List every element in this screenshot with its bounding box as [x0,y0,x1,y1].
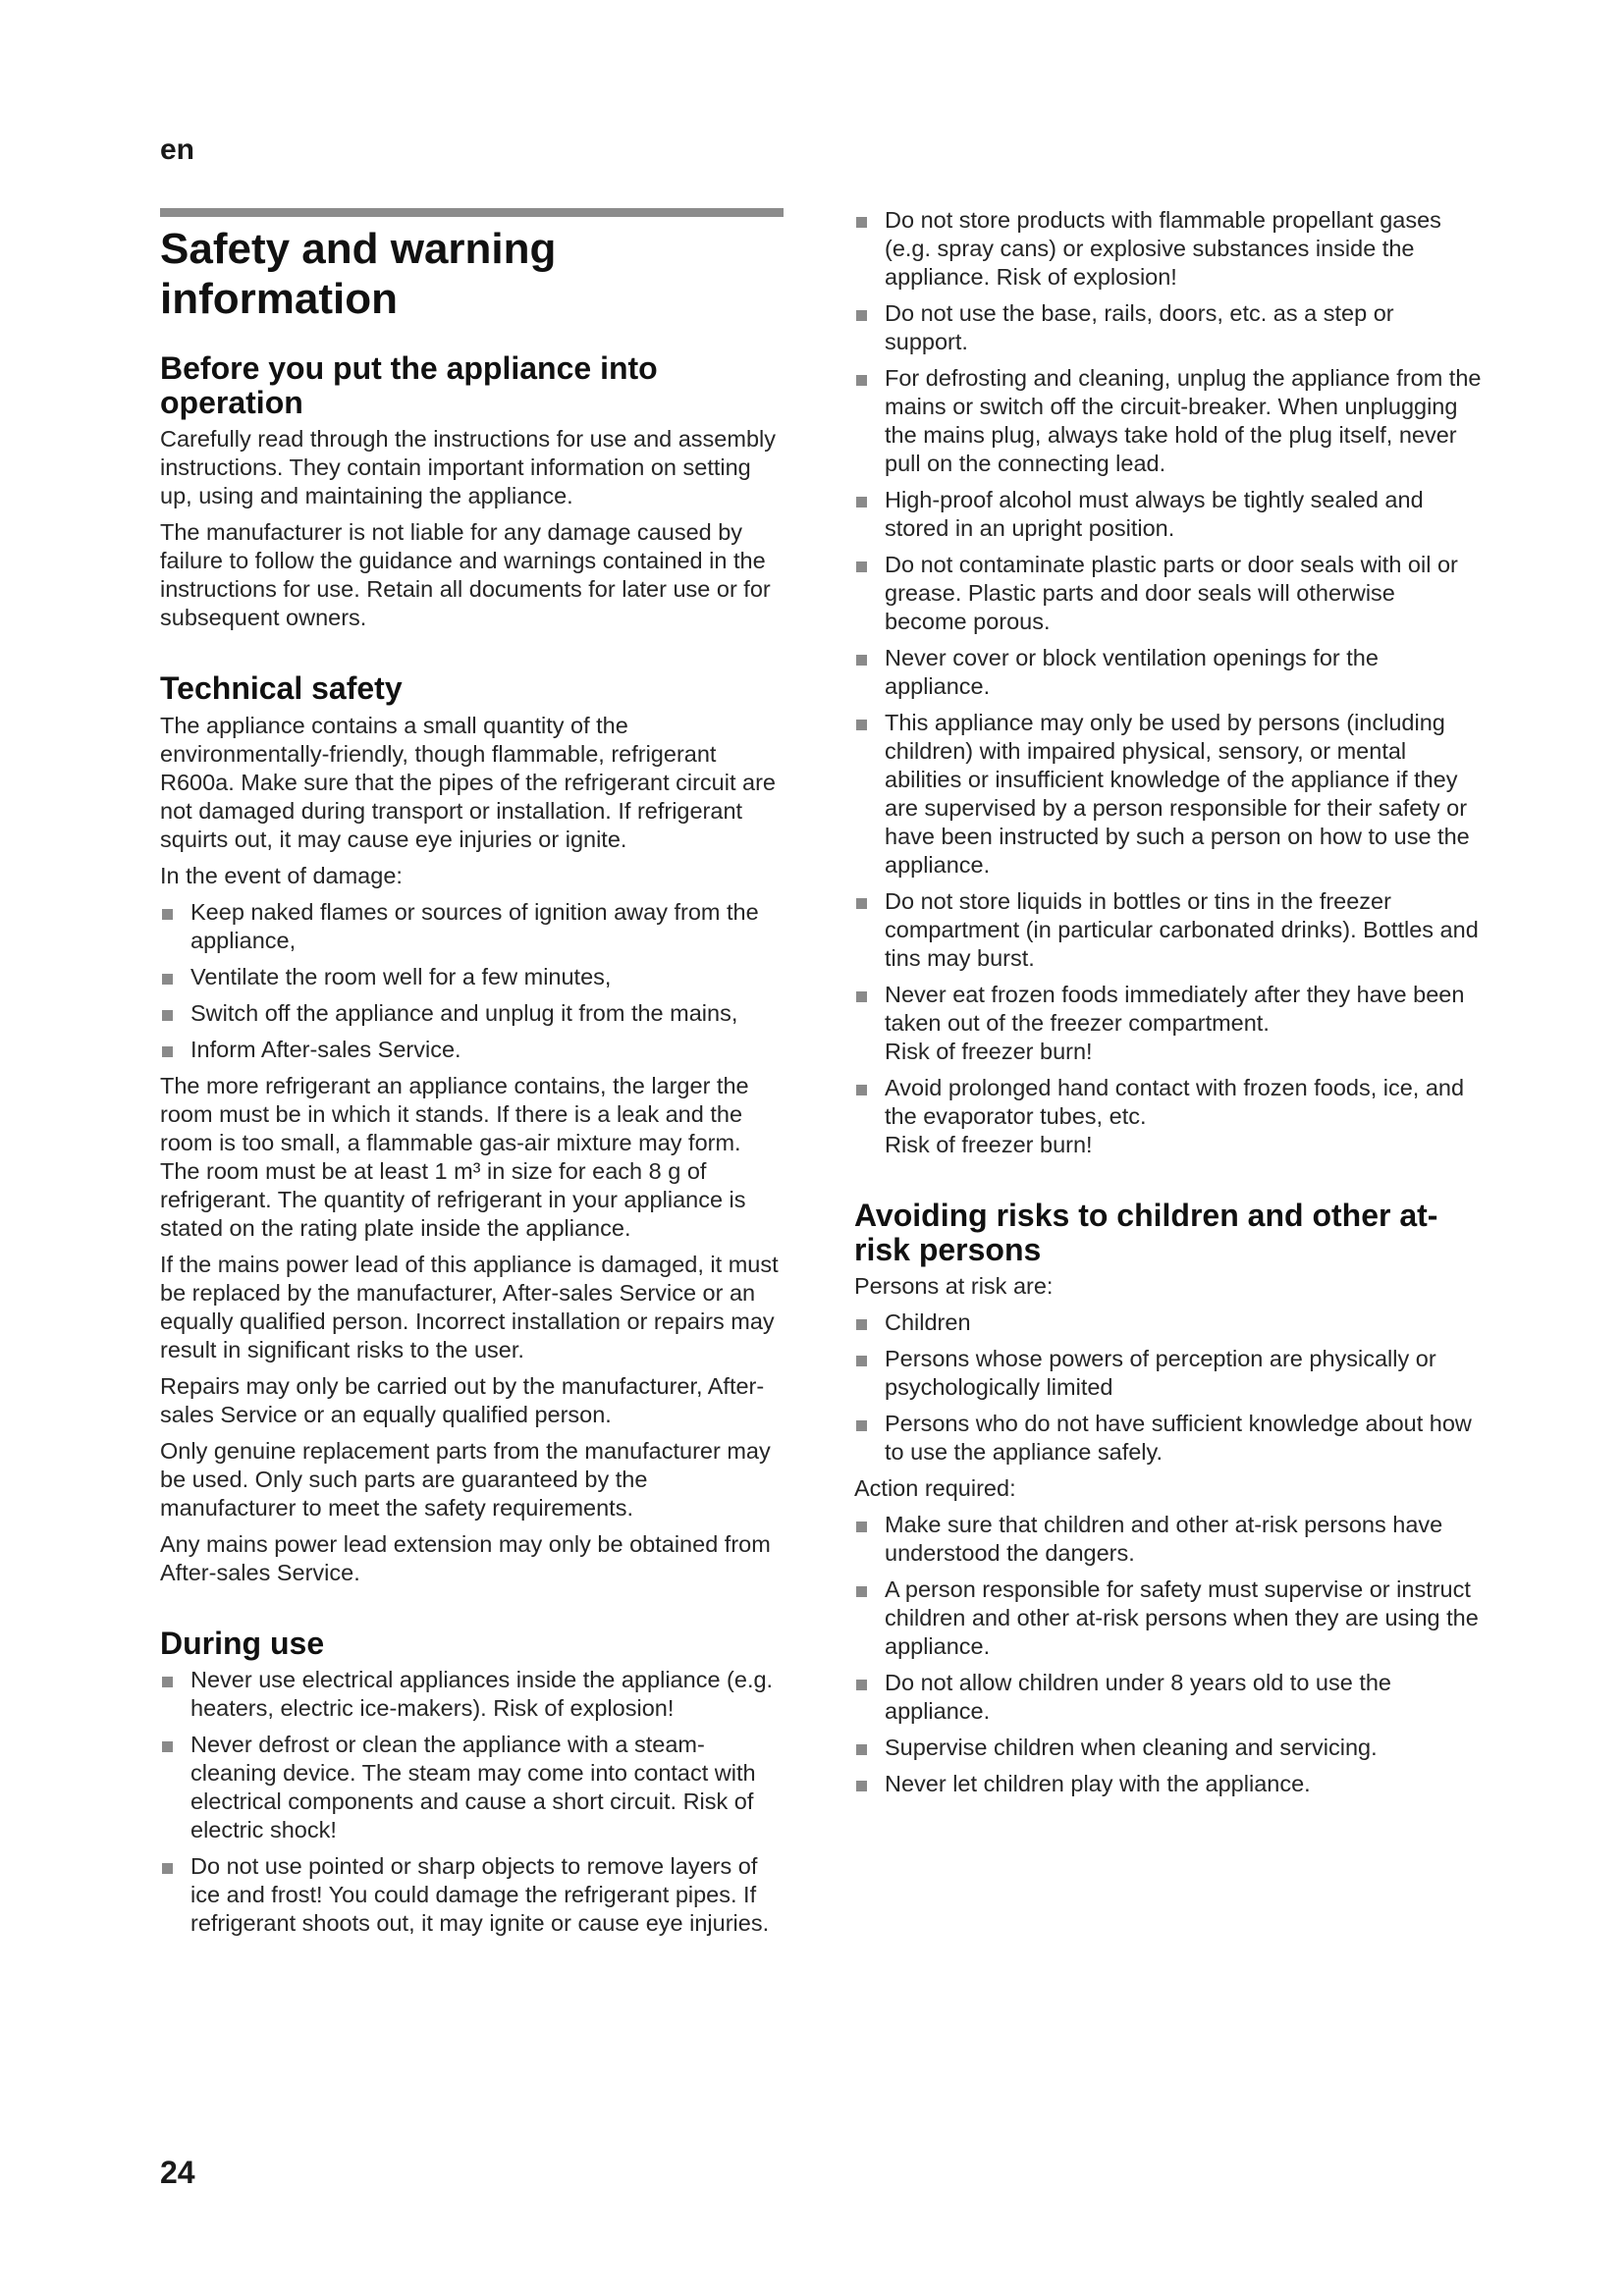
list-item: Do not use pointed or sharp objects to remove layers of ice and frost! You could damage the refrigerant pipes. If refrigerant shoots out, it may ignite or cause eye injuries. [160,1852,784,1938]
bullet-icon [856,217,867,228]
bullet-icon [856,1586,867,1597]
bullet-icon [856,1420,867,1431]
list-item: Never cover or block ventilation openings for the appliance. [854,644,1483,701]
bullet-icon [162,1863,173,1874]
list-item: Supervise children when cleaning and servicing. [854,1734,1483,1762]
paragraph: In the event of damage: [160,862,403,888]
bullet-icon [856,1781,867,1791]
bullet-icon [162,974,173,985]
bullet-icon [856,375,867,386]
bullet-icon [856,1522,867,1532]
during-use-list [160,1666,784,1938]
paragraph: Only genuine replacement parts from the manufacturer may be used. Only such parts are guaranteed by the manufacturer to meet the safety requirements. [160,1437,771,1521]
list-item: Persons who do not have sufficient knowledge about how to use the appliance safely. [854,1410,1483,1467]
damage-list [160,898,784,1064]
paragraph: Persons at risk are: [854,1273,1054,1300]
right-column [854,206,1483,1806]
list-item: Persons whose powers of perception are physically or psychologically limited [854,1345,1483,1402]
bullet-icon [162,1741,173,1752]
paragraph: The appliance contains a small quantity of the environmentally-friendly, though flammable, refrigerant R600a. Make sure that the pipes of the refrigerant circuit are not damaged during transport or installation. If refrigerant squirts out, it may cause eye injuries or ignite. [160,712,776,852]
list-item: A person responsible for safety must supervise or instruct children and other at-risk persons when they are using the appliance. [854,1575,1483,1661]
list-item: Never defrost or clean the appliance with a steam-cleaning device. The steam may come into contact with electrical components and cause a short circuit. Risk of electric shock! [160,1731,784,1844]
list-item: Ventilate the room well for a few minutes, [160,963,784,991]
bullet-icon [856,310,867,321]
section-during-use [160,1627,784,1939]
page-number: 24 [160,2155,195,2190]
bullet-icon [856,1085,867,1095]
list-item: High-proof alcohol must always be tightly sealed and stored in an upright position. [854,486,1483,543]
list-item: Do not allow children under 8 years old to use the appliance. [854,1669,1483,1726]
bullet-icon [162,909,173,920]
paragraph: Action required: [854,1475,1016,1502]
section-children [854,1199,1483,1798]
bullet-icon [162,1010,173,1021]
at-risk-list [854,1308,1483,1467]
paragraph: The more refrigerant an appliance contains, the larger the room must be in which it stands. If there is a leak and the room is too small, a flammable gas-air mixture may form. [160,1072,749,1155]
list-item: Children [854,1308,1483,1337]
list-item: Do not use the base, rails, doors, etc. as a step or support. [854,299,1483,356]
bullet-icon [856,898,867,909]
language-code: en [160,133,195,166]
paragraph: The room must be at least 1 m³ in size for each 8 g of refrigerant. The quantity of refrigerant in your appliance is stated on the rating plate inside the appliance. [160,1157,746,1241]
list-item: Switch off the appliance and unplug it from the mains, [160,999,784,1028]
bullet-icon [856,991,867,1002]
section-heading: Before you put the appliance into operation [160,350,658,420]
list-item: For defrosting and cleaning, unplug the appliance from the mains or switch off the circuit-breaker. When unplugging the mains plug, always take hold of the plug itself, never pull on the connecting lead. [854,364,1483,478]
action-list [854,1511,1483,1798]
list-item: Do not store liquids in bottles or tins in the freezer compartment (in particular carbonated drinks). Bottles and tins may burst. [854,887,1483,973]
bullet-icon [856,497,867,507]
section-heading: Avoiding risks to children and other at-risk persons [854,1198,1438,1267]
bullet-icon [162,1046,173,1057]
bullet-icon [856,720,867,730]
paragraph: If the mains power lead of this appliance is damaged, it must be replaced by the manufacturer, After-sales Service or an equally qualified person. Incorrect installation or repairs may result in significant risks to the user. [160,1251,779,1362]
list-item: Make sure that children and other at-risk persons have understood the dangers. [854,1511,1483,1568]
list-item: Never use electrical appliances inside the appliance (e.g. heaters, electric ice-makers). Risk of explosion! [160,1666,784,1723]
title-rule [160,208,784,217]
bullet-icon [856,1319,867,1330]
paragraph: The manufacturer is not liable for any damage caused by failure to follow the guidance and warnings contained in the instructions for use. Retain all documents for later use or for subsequent owners. [160,519,771,631]
bullet-icon [856,561,867,572]
list-item: This appliance may only be used by persons (including children) with impaired physical, sensory, or mental abilities or insufficient knowledge of the appliance if they are supervised by a person responsible for their safety or have been instructed by such a person on how to use the appliance. [854,709,1483,880]
bullet-icon [856,1680,867,1690]
bullet-icon [856,1356,867,1366]
bullet-icon [162,1677,173,1687]
left-column [160,208,784,1946]
list-item: Do not store products with flammable propellant gases (e.g. spray cans) or explosive substances inside the appliance. Risk of explosion! [854,206,1483,292]
section-heading: Technical safety [160,670,403,707]
paragraph: Repairs may only be carried out by the manufacturer, After-sales Service or an equally qualified person. [160,1372,765,1427]
list-item: Never eat frozen foods immediately after they have been taken out of the freezer compartment. Risk of freezer burn! [854,981,1483,1066]
list-item: Avoid prolonged hand contact with frozen foods, ice, and the evaporator tubes, etc. Risk of freezer burn! [854,1074,1483,1159]
page-title: Safety and warning information [160,225,557,323]
section-before-operation [160,351,784,632]
paragraph: Any mains power lead extension may only be obtained from After-sales Service. [160,1530,771,1585]
section-technical-safety [160,671,784,1587]
paragraph: Carefully read through the instructions for use and assembly instructions. They contain important information on setting up, using and maintaining the appliance. [160,426,776,509]
bullet-icon [856,1744,867,1755]
section-heading: During use [160,1625,325,1661]
list-item: Never let children play with the appliance. [854,1770,1483,1798]
list-item: Do not contaminate plastic parts or door seals with oil or grease. Plastic parts and door seals will otherwise become porous. [854,551,1483,636]
during-use-list-continued [854,206,1483,1159]
bullet-icon [856,655,867,666]
list-item: Keep naked flames or sources of ignition away from the appliance, [160,898,784,955]
list-item: Inform After-sales Service. [160,1036,784,1064]
